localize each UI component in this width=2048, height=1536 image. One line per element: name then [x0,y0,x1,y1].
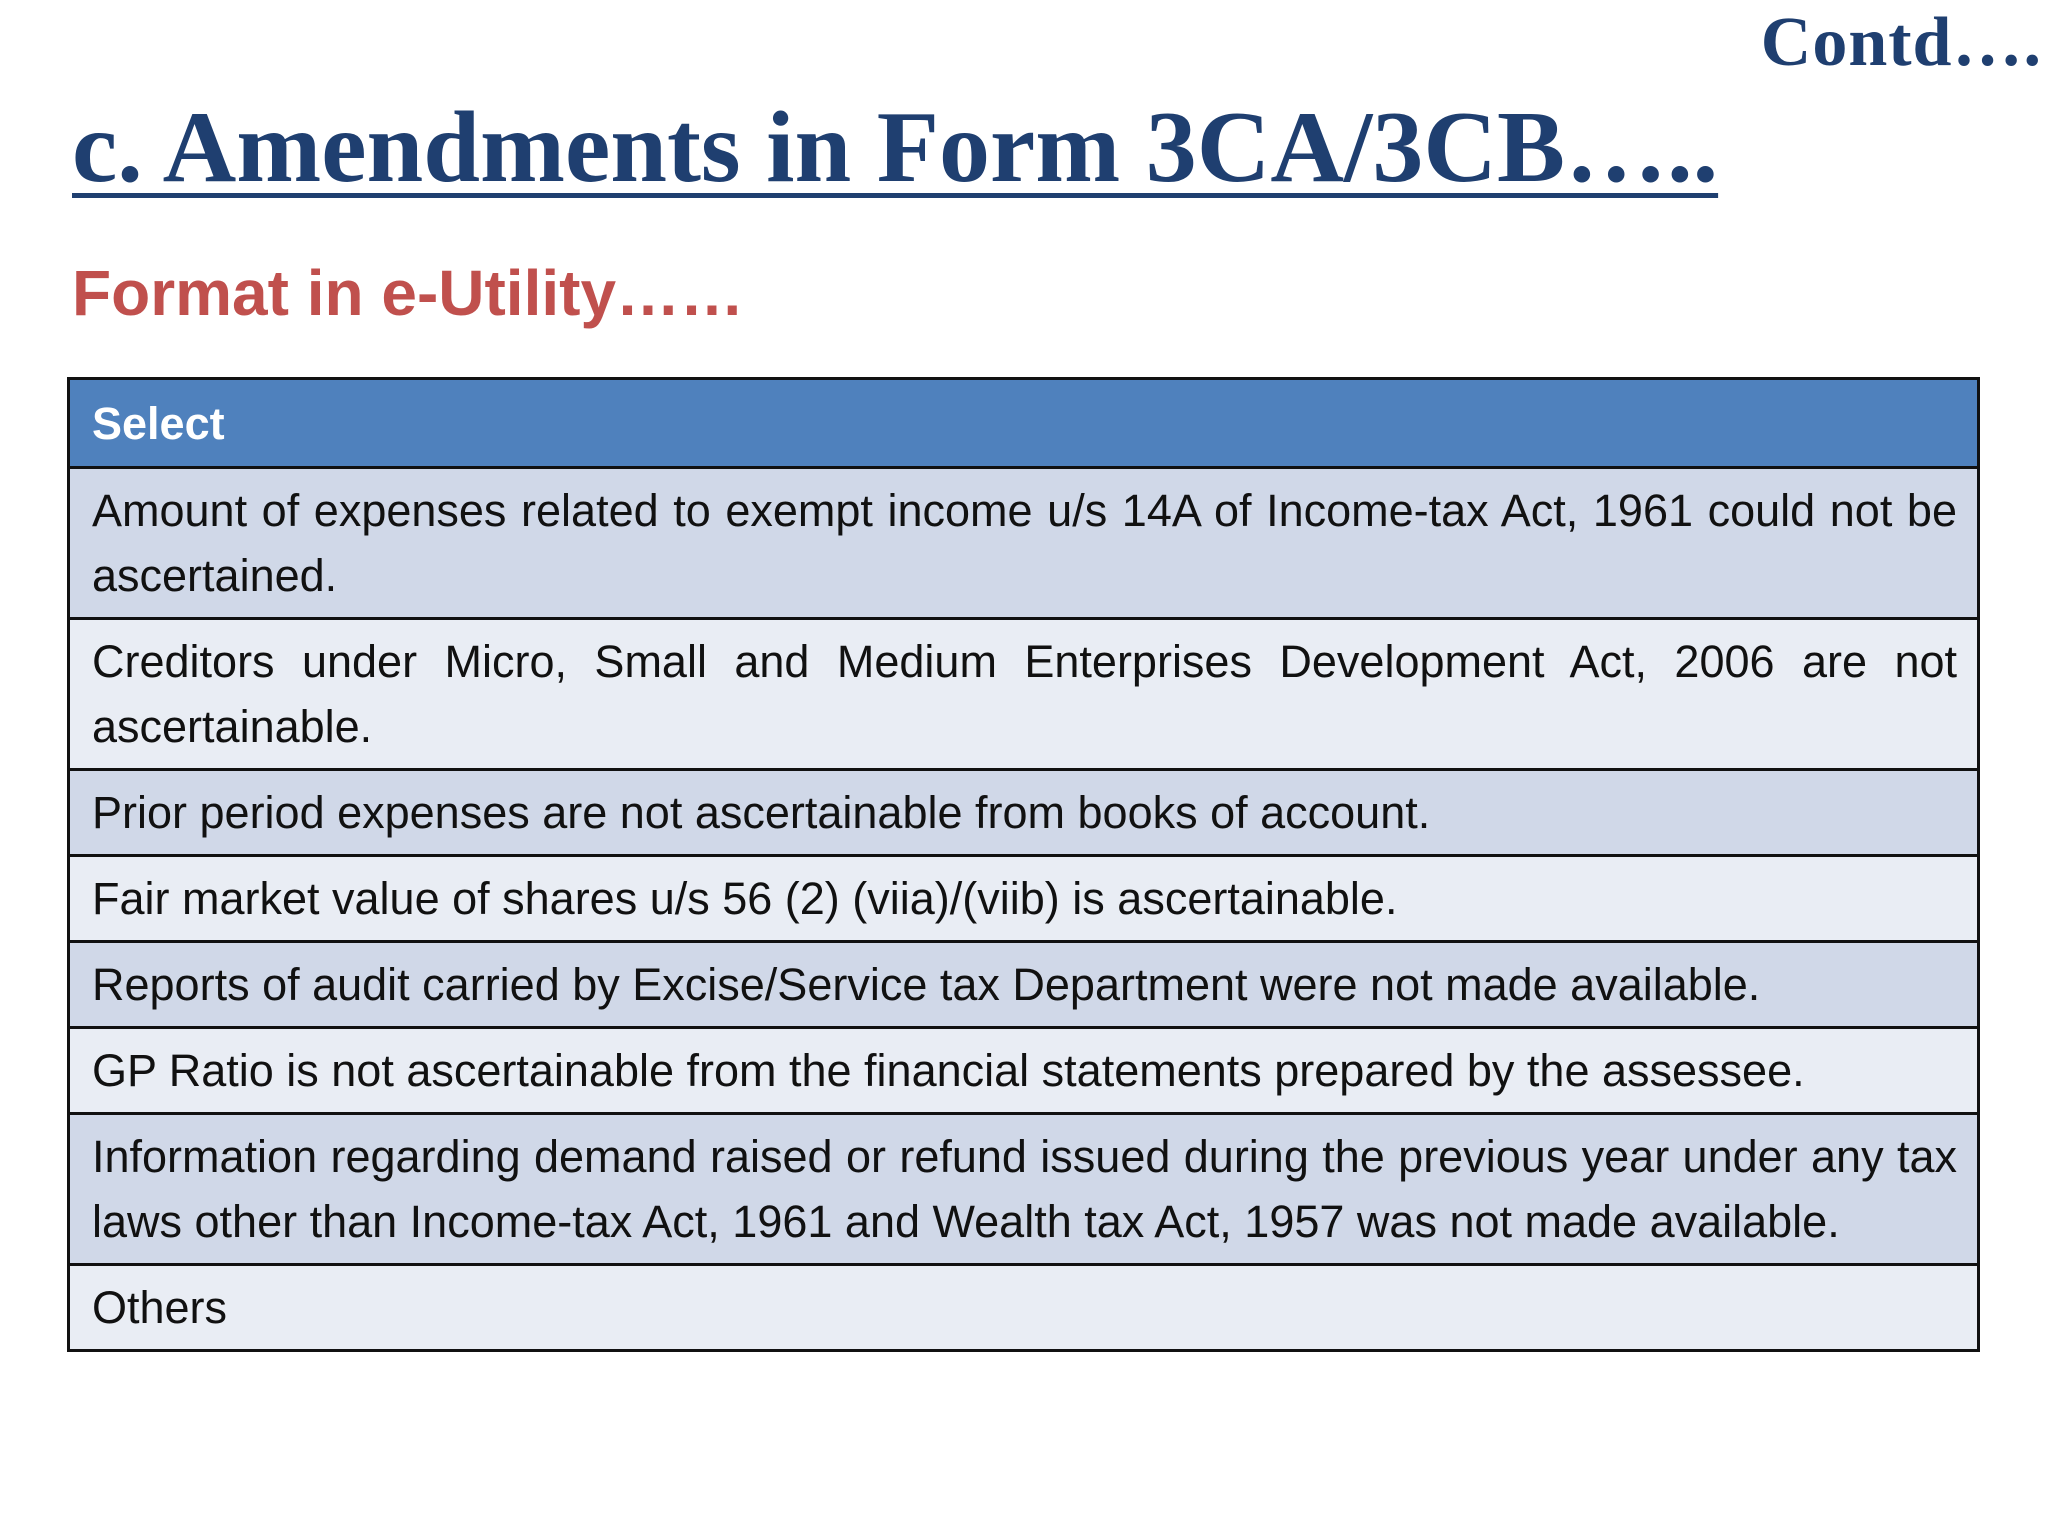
table-row[interactable]: Others [70,1263,1977,1349]
table-row[interactable]: Amount of expenses related to exempt income u/s 14A of Income-tax Act, 1961 could not be ascertained. [70,466,1977,617]
table-row[interactable]: Creditors under Micro, Small and Medium Enterprises Development Act, 2006 are not ascertainable. [70,617,1977,768]
table-row[interactable]: Information regarding demand raised or refund issued during the previous year under any tax laws other than Income-tax Act, 1961 and Wealth tax Act, 1957 was not made available. [70,1112,1977,1263]
select-options-table [67,377,1980,1352]
table-row[interactable]: Reports of audit carried by Excise/Service tax Department were not made available. [70,940,1977,1026]
contd-label: Contd…. [1760,4,2042,81]
table-row[interactable]: Fair market value of shares u/s 56 (2) (viia)/(viib) is ascertainable. [70,854,1977,940]
slide-subtitle: Format in e-Utility…… [72,257,745,329]
slide-title: c. Amendments in Form 3CA/3CB….. [72,91,1719,204]
table-header [70,380,1977,466]
table-row[interactable]: Prior period expenses are not ascertainable from books of account. [70,768,1977,854]
table-header-label: Select [92,397,225,449]
table-row[interactable]: GP Ratio is not ascertainable from the financial statements prepared by the assessee. [70,1026,1977,1112]
